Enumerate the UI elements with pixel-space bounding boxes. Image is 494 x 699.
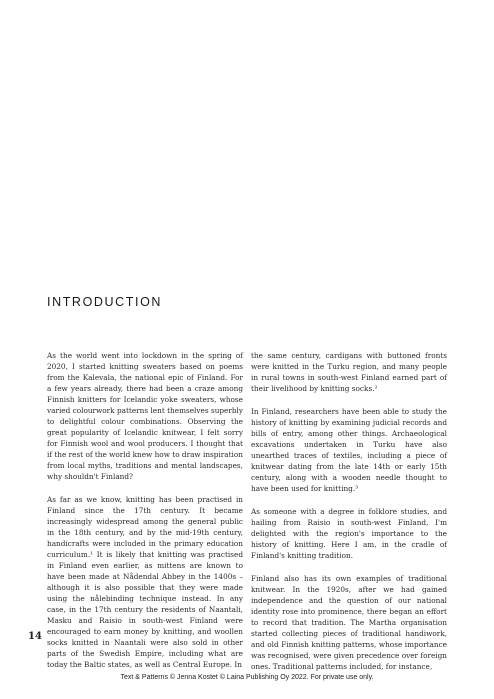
paragraph: the same century, cardigans with buttoned fronts were knitted in the Turku region, and many people in rural towns in south-west Finland earned part of their livelihood by knitting socks.² [251, 351, 447, 393]
copyright-footer: Text & Patterns © Jenna Kostet © Laina Publishing Oy 2022. For private use only. [120, 674, 374, 681]
section-heading: INTRODUCTION [47, 295, 163, 309]
page-number: 14 [28, 631, 42, 642]
paragraph: As far as we know, knitting has been practised in Finland since the 17th century. It became increasingly widespread among the general public in the 18th century, and by the mid-19th century, handicrafts were included in the primary education curriculum.¹ It is likely that knitting was practised in Finland even earlier, as mittens are known to have been made at Nådendal Abbey in the 1400s – although it is also possible that they were made using the nålebinding technique instead. In any case, in the 17th century the residents of Naantali, Masku and Raisio in south-west Finland were encouraged to earn money by knitting, and woollen socks knitted in Naantali were also sold in other parts of the Swedish Empire, including what are today the Baltic states, as well as Central Europe. In [47, 495, 243, 669]
left-text-column [47, 350, 243, 682]
paragraph: In Finland, researchers have been able to study the history of knitting by examining judicial records and bills of entry, among other things. Archaeological excavations undertaken in Turku have also unearthed traces of textiles, including a piece of knitwear dating from the late 14th or early 15th century, along with a wooden needle thought to have been used for knitting.³ [251, 407, 447, 493]
right-text-column [251, 350, 447, 684]
paragraph: As someone with a degree in folklore studies, and hailing from Raisio in south-west Finland, I'm delighted with the region's importance to the history of knitting. Here I am, in the cradle of Finland's knitting tradition. [251, 507, 447, 560]
paragraph: Finland also has its own examples of traditional knitwear. In the 1920s, after we had gained independence and the question of our national identity rose into prominence, there began an effort to record that tradition. The Martha organisation started collecting pieces of traditional handiwork, and old Finnish knitting patterns, whose importance was recognised, were given precedence over foreign ones. Traditional patterns included, for instance, [251, 574, 447, 671]
paragraph: As the world went into lockdown in the spring of 2020, I started knitting sweaters based on poems from the Kalevala, the national epic of Finland. For a few years already, there had been a craze among Finnish knitters for Icelandic yoke sweaters, whose varied colourwork patterns lent themselves superbly to delightful colour combinations. Observing the great popularity of Icelandic knitwear, I felt sorry for Finnish wool and wool producers. I thought that if the rest of the world knew how to draw inspiration from local myths, traditions and mental landscapes, why shouldn't Finland? [47, 351, 243, 481]
